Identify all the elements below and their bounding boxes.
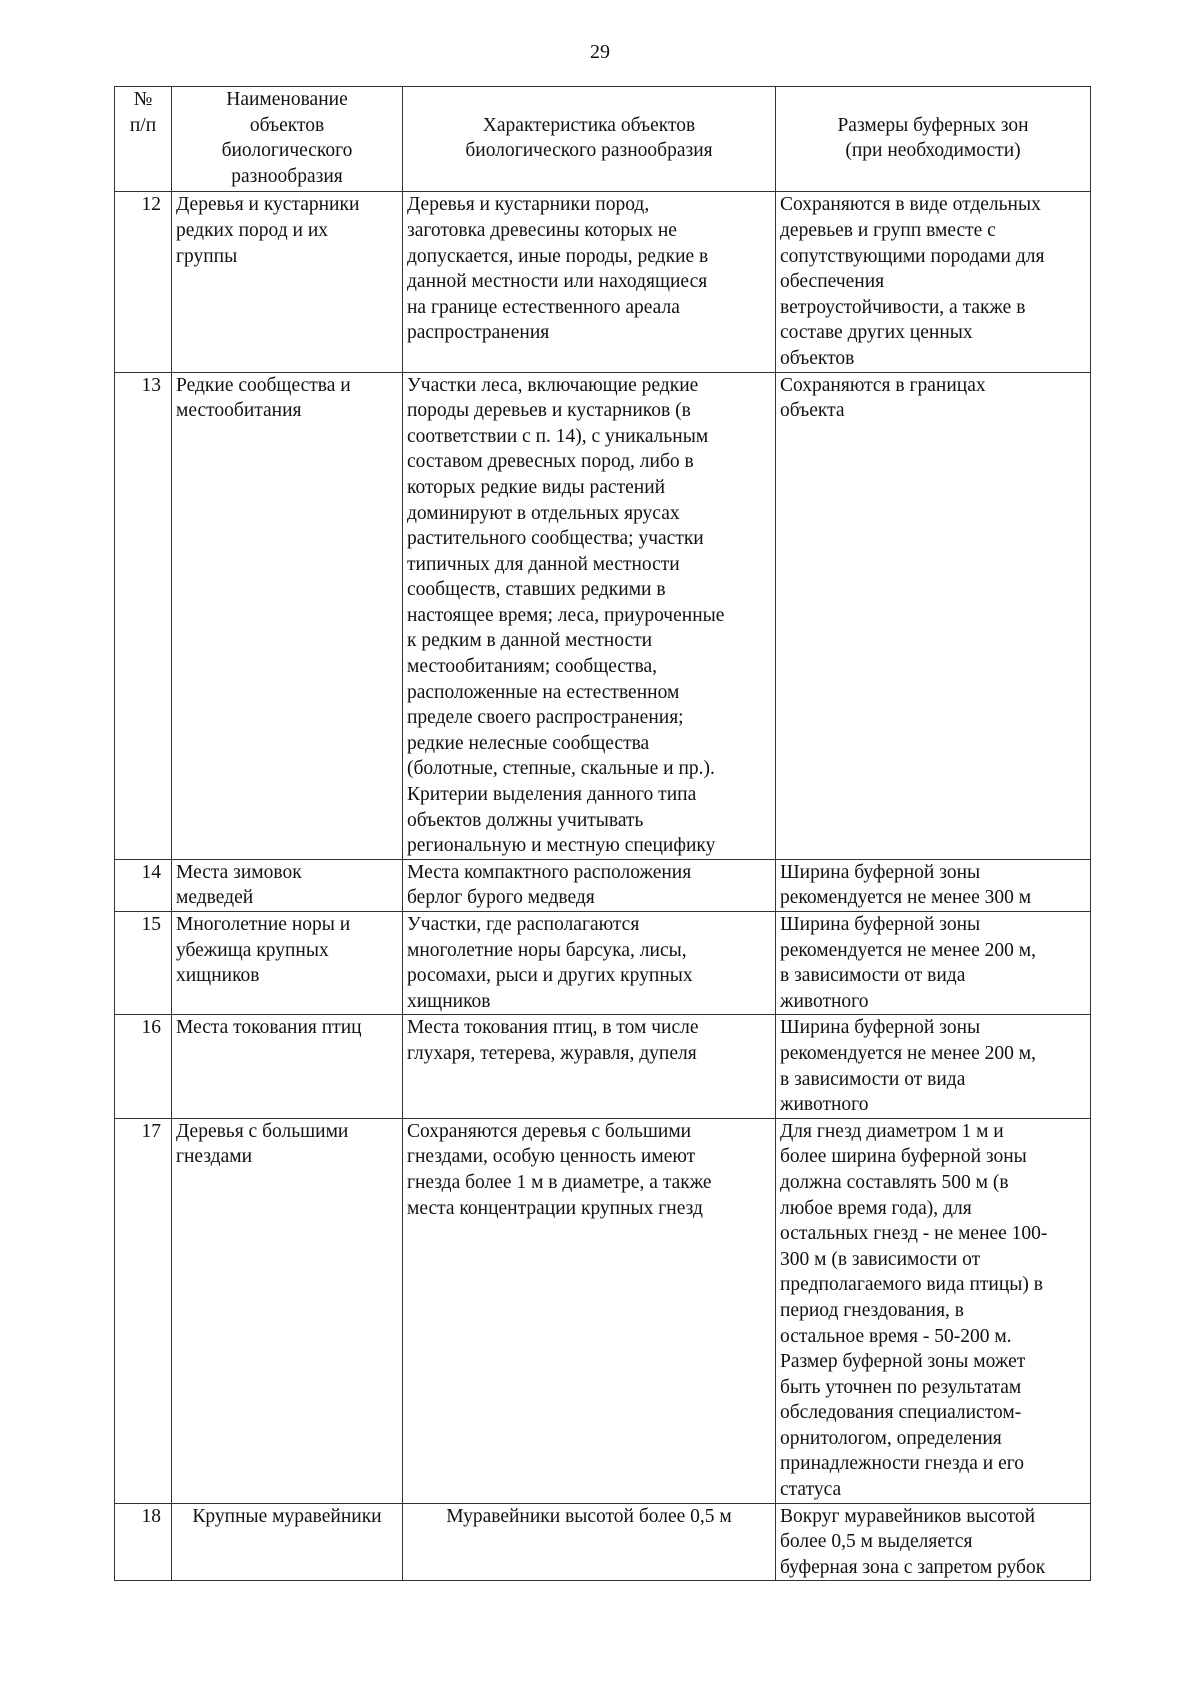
buffer-zone-size: Ширина буферной зоны рекомендуется не менее 200 м, в зависимости от вида животного	[776, 912, 1091, 1015]
object-name: Места токования птиц	[172, 1015, 403, 1118]
table-header-row	[115, 87, 1091, 192]
page-number: 29	[590, 41, 610, 63]
buffer-zone-size: Ширина буферной зоны рекомендуется не менее 300 м	[776, 859, 1091, 911]
buffer-zone-size: Для гнезд диаметром 1 м и более ширина буферной зоны должна составлять 500 м (в любое время года), для остальных гнезд - не менее 100- 300 м (в зависимости от предполагаемого вида птицы) в период гнездования, в остальное время - 50-200 м. Размер буферной зоны может быть уточнен по результатам обследования специалистом- орнитологом, определения принадлежности гнезда и его статуса	[776, 1118, 1091, 1503]
table-row	[115, 1015, 1091, 1118]
object-name: Деревья с большими гнездами	[172, 1118, 403, 1503]
row-number: 13	[115, 372, 172, 859]
object-characteristic: Муравейники высотой более 0,5 м	[403, 1503, 776, 1581]
object-name: Крупные муравейники	[172, 1503, 403, 1581]
buffer-zone-size: Вокруг муравейников высотой более 0,5 м выделяется буферная зона с запретом рубок	[776, 1503, 1091, 1581]
object-characteristic: Места компактного расположения берлог бурого медведя	[403, 859, 776, 911]
biodiversity-objects-table	[114, 86, 1091, 1581]
col-header-number: № п/п	[115, 87, 172, 192]
table-row	[115, 912, 1091, 1015]
object-characteristic: Участки леса, включающие редкие породы деревьев и кустарников (в соответствии с п. 14), с уникальным составом древесных пород, либо в которых редкие виды растений доминируют в отдельных ярусах растительного сообщества; участки типичных для данной местности сообществ, ставших редкими в настоящее время; леса, приуроченные к редким в данной местности местообитаниям; сообщества, расположенные на естественном пределе своего распространения; редкие нелесные сообщества (болотные, степные, скальные и пр.). Критерии выделения данного типа объектов должны учитывать региональную и местную специфику	[403, 372, 776, 859]
object-characteristic: Участки, где располагаются многолетние норы барсука, лисы, росомахи, рыси и других крупных хищников	[403, 912, 776, 1015]
row-number: 12	[115, 192, 172, 372]
row-number: 17	[115, 1118, 172, 1503]
row-number: 18	[115, 1503, 172, 1581]
col-header-name: Наименование объектов биологического разнообразия	[172, 87, 403, 192]
object-characteristic: Сохраняются деревья с большими гнездами, особую ценность имеют гнезда более 1 м в диаметре, а также места концентрации крупных гнезд	[403, 1118, 776, 1503]
object-name: Многолетние норы и убежища крупных хищников	[172, 912, 403, 1015]
table-row	[115, 1118, 1091, 1503]
table-row	[115, 372, 1091, 859]
row-number: 16	[115, 1015, 172, 1118]
object-name: Редкие сообщества и местообитания	[172, 372, 403, 859]
col-header-characteristic: Характеристика объектов биологического разнообразия	[403, 87, 776, 192]
object-characteristic: Деревья и кустарники пород, заготовка древесины которых не допускается, иные породы, редкие в данной местности или находящиеся на границе естественного ареала распространения	[403, 192, 776, 372]
buffer-zone-size: Ширина буферной зоны рекомендуется не менее 200 м, в зависимости от вида животного	[776, 1015, 1091, 1118]
object-characteristic: Места токования птиц, в том числе глухаря, тетерева, журавля, дупеля	[403, 1015, 776, 1118]
object-name: Деревья и кустарники редких пород и их группы	[172, 192, 403, 372]
col-header-buffer-zone: Размеры буферных зон (при необходимости)	[776, 87, 1091, 192]
object-name: Места зимовок медведей	[172, 859, 403, 911]
buffer-zone-size: Сохраняются в границах объекта	[776, 372, 1091, 859]
row-number: 15	[115, 912, 172, 1015]
table-row	[115, 1503, 1091, 1581]
row-number: 14	[115, 859, 172, 911]
table-row	[115, 859, 1091, 911]
table-row	[115, 192, 1091, 372]
buffer-zone-size: Сохраняются в виде отдельных деревьев и групп вместе с сопутствующими породами для обеспечения ветроустойчивости, а также в составе других ценных объектов	[776, 192, 1091, 372]
